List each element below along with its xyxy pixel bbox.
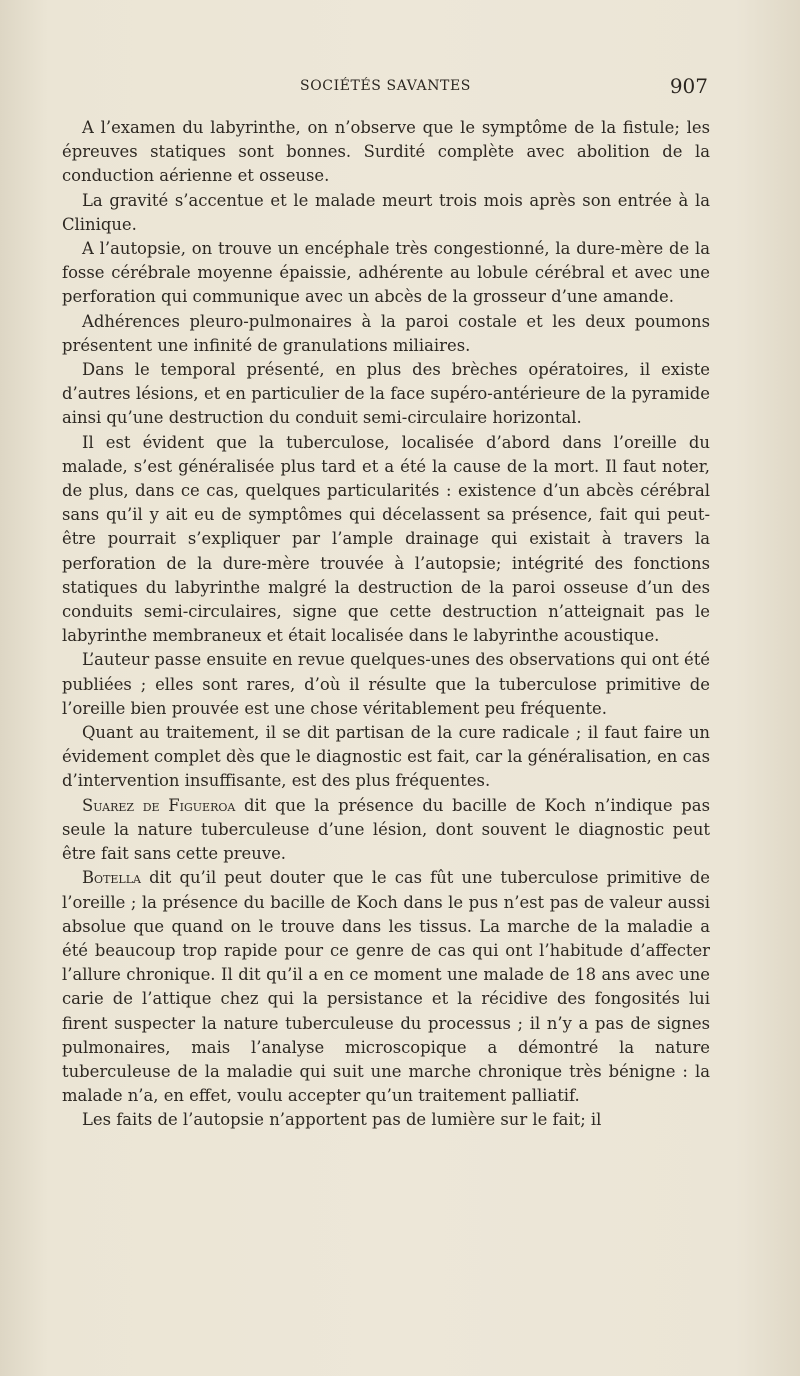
paragraph-tuberculosis [62, 431, 710, 649]
paragraph-text: Les faits de l’autopsie n’apportent pas de lumière sur le fait; il [82, 1110, 602, 1130]
speaker-name: Suarez de Figueroa [82, 795, 236, 815]
paragraph-text: Dans le temporal présenté, en plus des brèches opératoires, il existe d’autres lésions, et en particulier de la face supéro-antérieure de la pyramide ainsi qu’une destruction du conduit semi-circulaire horizontal. [62, 360, 710, 428]
paragraph-text: Quant au traitement, il se dit partisan de la cure radicale ; il faut faire un évidement complet dès que le diagnostic est fait, car la généralisation, en cas d’intervention insuffisante, est des plus fréquentes. [62, 723, 710, 791]
paragraph-review [62, 648, 710, 721]
paragraph-text: dit qu’il peut douter que le cas fût une tuberculose primitive de l’oreille ; la présence du bacille de Koch dans le pus n’est pas de valeur aussi absolue que quand on le trouve dans les tissus. La marche de la maladie a été beaucoup trop rapide pour ce genre de cas qui ont l’habitude d’affecter l’allure chronique. Il dit qu’il a en ce moment une malade de 18 ans avec une carie de l’attique chez qui la persistance et la récidive des fongosités lui firent suspecter la nature tuberculeuse du processus ; il n’y a pas de signes pulmonaires, mais l’analyse microscopique a démontré la nature tuberculeuse de la maladie qui suit une marche chronique très bénigne : la malade n’a, en effet, voulu accepter qu’un traitement palliatif. [62, 868, 710, 1106]
paragraph-botella [62, 866, 710, 1108]
paragraph-text: dit que la présence du bacille de Koch n’indique pas seule la nature tuberculeuse d’une lésion, dont souvent le diagnostic peut être fait sans cette preuve. [62, 795, 710, 864]
paragraph-text: A l’examen du labyrinthe, on n’observe que le symptôme de la fistule; les épreuves statiques sont bonnes. Surdité complète avec abolition de la conduction aérienne et osseuse. [62, 118, 710, 186]
page-header [0, 74, 800, 100]
paragraph-autopsy-facts [62, 1108, 710, 1132]
paragraph-adhesions [62, 310, 710, 358]
running-head: SOCIÉTÉS SAVANTES [300, 78, 472, 94]
page-number: 907 [669, 74, 708, 98]
paragraph-suarez [62, 794, 710, 867]
paragraph-text: A l’autopsie, on trouve un encéphale très congestionné, la dure-mère de la fosse cérébrale moyenne épaissie, adhérente au lobule cérébral et avec une perforation qui communique avec un abcès de la grosseur d’une amande. [62, 239, 710, 307]
paragraph-text: La gravité s’accentue et le malade meurt trois mois après son entrée à la Clinique. [62, 190, 710, 234]
paragraph-labyrinth-exam [62, 116, 710, 189]
paragraph-text: Il est évident que la tuberculose, localisée d’abord dans l’oreille du malade, s’est généralisée plus tard et a été la cause de la mort. Il faut noter, de plus, dans ce cas, quelques particularités : existence d’un abcès cérébral sans qu’il y ait eu de symptômes qui décelassent sa présence, fait qui peut-être pourrait s’expliquer par l’ample drainage qui existait à travers la perforation de la dure-mère trouvée à l’autopsie; intégrité des fonctions statiques du labyrinthe malgré la destruction de la paroi osseuse d’un des conduits semi-circulaires, signe que cette destruction n’atteignait pas le labyrinthe membraneux et était localisée dans le labyrinthe acoustique. [62, 432, 710, 646]
paragraph-text: Adhérences pleuro-pulmonaires à la paroi costale et les deux poumons présentent une infinité de granulations miliaires. [62, 311, 710, 355]
paragraph-text: L’auteur passe ensuite en revue quelques-unes des observations qui ont été publiées ; elles sont rares, d’où il résulte que la tuberculose primitive de l’oreille bien prouvée est une chose véritablement peu fréquente. [62, 650, 710, 718]
paragraph-autopsy [62, 237, 710, 310]
paragraph-treatment [62, 721, 710, 794]
paragraph-gravity [62, 189, 710, 237]
body-text [62, 116, 710, 1133]
speaker-name: Botella [82, 868, 141, 888]
paragraph-temporal [62, 358, 710, 431]
